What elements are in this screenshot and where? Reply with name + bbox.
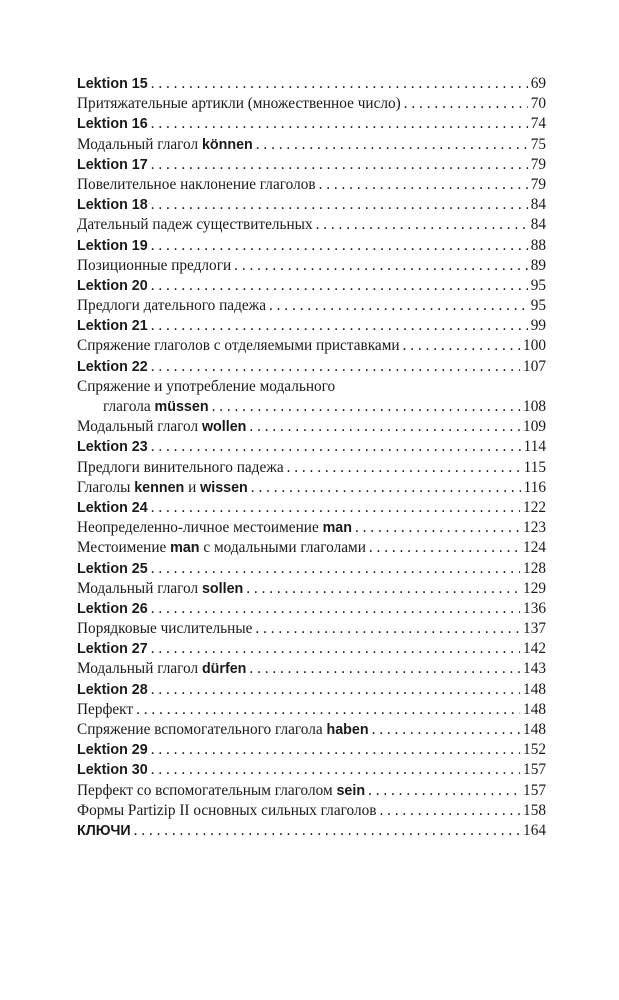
toc-entry-keyword: können	[201, 136, 253, 153]
dot-leader	[151, 316, 528, 336]
toc-entry-title	[77, 599, 148, 619]
toc-entry-text: Спряжение вспомогательного глагола	[77, 721, 327, 738]
toc-topic-entry[interactable]	[77, 458, 546, 478]
toc-entry-keyword: Lektion 20	[77, 277, 148, 294]
toc-page-number: 95	[530, 276, 546, 294]
toc-lesson-entry[interactable]	[77, 316, 546, 336]
toc-page-number: 128	[523, 559, 546, 577]
toc-entry-title	[77, 559, 148, 579]
toc-page-number: 157	[523, 761, 546, 779]
toc-page-number: 136	[523, 599, 546, 617]
toc-page-number: 122	[523, 498, 546, 516]
toc-entry-text: Модальный глагол	[77, 418, 202, 436]
dot-leader	[151, 195, 528, 215]
toc-entry-text: Притяжательные артикли (множественное число)	[77, 95, 401, 113]
toc-entry-text: Модальный глагол	[77, 660, 202, 678]
toc-lesson-entry[interactable]	[77, 740, 546, 760]
toc-page-number: 108	[523, 398, 546, 415]
toc-entry-title	[77, 579, 243, 599]
toc-page-number: 157	[523, 781, 546, 799]
toc-entry-text: Местоимение	[77, 539, 171, 557]
toc-lesson-entry[interactable]	[77, 498, 546, 518]
toc-page-number: 88	[530, 236, 546, 254]
toc-entry-text: Глаголы	[77, 478, 135, 496]
dot-leader	[316, 215, 528, 235]
toc-entry-text: Формы Partizip II основных сильных глаголов	[77, 801, 377, 819]
toc-entry-keyword: Lektion 17	[77, 156, 148, 173]
dot-leader	[404, 94, 528, 114]
dot-leader	[151, 760, 520, 780]
dot-leader	[372, 720, 520, 740]
toc-entry-keyword: Lektion 24	[77, 499, 148, 516]
toc-topic-entry[interactable]	[77, 94, 546, 114]
dot-leader	[136, 700, 520, 720]
toc-entry-keyword: wollen	[201, 419, 247, 436]
dot-leader	[255, 619, 520, 639]
toc-page-number: 74	[530, 115, 546, 133]
toc-page-number: 79	[530, 155, 546, 173]
toc-page-number: 109	[523, 418, 546, 436]
toc-lesson-entry[interactable]	[77, 437, 546, 457]
toc-entry-text: Перфект со вспомогательным глаголом	[77, 781, 337, 799]
toc-page-number: 137	[523, 620, 546, 638]
toc-entry-title	[77, 639, 148, 659]
toc-topic-entry[interactable]	[77, 417, 546, 437]
toc-page-number: 152	[523, 741, 546, 759]
toc-page-number: 84	[530, 196, 546, 214]
toc-page-number: 143	[523, 660, 546, 678]
toc-lesson-entry[interactable]	[77, 195, 546, 215]
toc-entry-keyword: Lektion 23	[77, 439, 148, 456]
toc-entry-title	[77, 659, 246, 679]
toc-topic-entry[interactable]	[77, 538, 546, 558]
dot-leader	[251, 478, 521, 498]
dot-leader	[249, 417, 520, 437]
dot-leader	[212, 397, 520, 417]
toc-entry-text: Модальный глагол	[77, 135, 202, 153]
toc-entry-keyword: Lektion 29	[77, 742, 148, 759]
toc-page-number: 69	[530, 75, 546, 92]
toc-topic-entry[interactable]	[77, 175, 546, 195]
dot-leader	[403, 336, 520, 356]
toc-entry-title	[77, 801, 376, 821]
toc-entry-text: Модальный глагол	[77, 579, 202, 597]
toc-page-number: 164	[523, 821, 546, 839]
dot-leader	[151, 437, 521, 457]
toc-page-number: 95	[530, 297, 546, 315]
toc-entry-title	[77, 760, 148, 780]
toc-topic-entry[interactable]	[77, 256, 546, 276]
toc-topic-entry[interactable]	[77, 518, 546, 538]
toc-entry-keyword: Lektion 16	[77, 116, 148, 133]
toc-page-number: 116	[523, 478, 546, 496]
toc-topic-entry[interactable]	[77, 700, 546, 720]
toc-entry-text: Предлоги винительного падежа	[77, 458, 284, 476]
toc-page-number: 142	[523, 640, 546, 658]
toc-entry-text: Порядковые числительные	[77, 620, 253, 638]
toc-entry-text: Повелительное наклонение глаголов	[77, 175, 316, 193]
toc-entry-text: Позиционные предлоги	[77, 256, 232, 274]
dot-leader	[151, 155, 528, 175]
toc-lesson-entry[interactable]	[77, 599, 546, 619]
toc-topic-entry[interactable]	[77, 579, 546, 599]
toc-entry-keyword: Lektion 27	[77, 641, 148, 658]
toc-entry-title	[77, 195, 148, 215]
dot-leader	[151, 559, 520, 579]
toc-entry-title	[77, 518, 352, 538]
toc-topic-entry[interactable]	[77, 619, 546, 639]
toc-entry-title	[77, 458, 284, 478]
toc-entry-keyword: Lektion 22	[77, 358, 148, 375]
toc-lesson-entry[interactable]	[77, 821, 546, 841]
toc-entry-title	[77, 256, 231, 276]
toc-entry-title	[77, 821, 131, 841]
toc-entry-keyword: Lektion 19	[77, 237, 148, 254]
toc-entry-title	[77, 740, 148, 760]
toc-entry-text: с модальными глаголами	[199, 539, 366, 557]
toc-page-number: 123	[523, 519, 546, 537]
toc-entry-keyword: КЛЮЧИ	[77, 822, 131, 839]
toc-lesson-entry[interactable]	[77, 357, 546, 377]
toc-topic-entry[interactable]	[77, 659, 546, 679]
toc-lesson-entry[interactable]	[77, 760, 546, 780]
toc-lesson-entry[interactable]	[77, 155, 546, 175]
toc-lesson-entry[interactable]	[77, 276, 546, 296]
toc-entry-title	[77, 236, 148, 256]
toc-topic-entry[interactable]	[77, 397, 546, 417]
dot-leader	[134, 821, 520, 841]
dot-leader	[269, 296, 528, 316]
dot-leader	[151, 680, 520, 700]
toc-topic-entry[interactable]	[77, 720, 546, 740]
toc-entry-title	[77, 357, 148, 377]
toc-page-number: 89	[530, 256, 546, 274]
dot-leader	[256, 135, 528, 155]
toc-topic-entry[interactable]	[77, 215, 546, 235]
toc-entry-keyword: Lektion 26	[77, 600, 148, 617]
dot-leader	[379, 801, 520, 821]
dot-leader	[287, 458, 521, 478]
toc-topic-entry[interactable]	[77, 135, 546, 155]
toc-page-number: 129	[523, 579, 546, 597]
toc-entry-keyword: haben	[326, 722, 369, 738]
toc-entry-keyword: man	[170, 540, 200, 557]
toc-entry-title	[77, 700, 133, 720]
toc-topic-entry[interactable]	[77, 801, 546, 821]
toc-entry-title	[77, 417, 246, 437]
toc-entry-first-line: Спряжение и употребление модального	[77, 377, 336, 395]
toc-entry-title	[77, 619, 252, 639]
toc-page-number: 148	[523, 721, 546, 738]
toc-lesson-entry[interactable]	[77, 559, 546, 579]
toc-lesson-entry[interactable]	[77, 114, 546, 134]
toc-page-number: 158	[523, 801, 546, 819]
toc-entry-title	[77, 720, 369, 740]
dot-leader	[355, 518, 520, 538]
toc-entry-keyword: dürfen	[201, 661, 247, 678]
dot-leader	[151, 114, 528, 134]
toc-entry-title	[77, 114, 148, 134]
toc-topic-entry[interactable]	[77, 296, 546, 316]
toc-entry-title	[77, 296, 266, 316]
toc-topic-entry[interactable]	[77, 336, 546, 356]
toc-entry-title	[77, 498, 148, 518]
toc-entry-text: Неопределенно-личное местоимение	[77, 519, 323, 537]
toc-entry-keyword: man	[322, 520, 352, 537]
dot-leader	[246, 579, 520, 599]
toc-lesson-entry[interactable]	[77, 236, 546, 256]
toc-entry-keyword: Lektion 28	[77, 681, 148, 698]
toc-page-number: 115	[523, 458, 546, 476]
toc-topic-entry[interactable]	[77, 781, 546, 801]
toc-entry-title	[77, 316, 148, 336]
dot-leader	[151, 74, 528, 94]
toc-entry-text: Спряжение глаголов с отделяемыми приставками	[77, 337, 400, 355]
toc-lesson-entry[interactable]	[77, 680, 546, 700]
toc-entry-title	[77, 94, 401, 114]
toc-entry-title	[77, 336, 400, 356]
toc-page-number: 100	[523, 337, 546, 355]
toc-entry-keyword: müssen	[154, 399, 209, 415]
dot-leader	[151, 599, 520, 619]
toc-entry-title	[77, 276, 148, 296]
toc-page-number: 114	[523, 438, 546, 456]
toc-entry-title	[77, 680, 148, 700]
toc-entry-keyword: sollen	[201, 580, 244, 597]
toc-entry-title	[77, 175, 316, 195]
dot-leader	[151, 357, 520, 377]
toc-entry-keyword: Lektion 21	[77, 318, 148, 335]
toc-entry-keyword: wissen	[200, 479, 248, 496]
toc-page-number: 75	[530, 135, 546, 153]
toc-entry-keyword: Lektion 30	[77, 762, 148, 779]
dot-leader	[151, 236, 528, 256]
table-of-contents	[77, 74, 546, 841]
dot-leader	[151, 498, 520, 518]
toc-page-number: 148	[523, 700, 546, 718]
dot-leader	[319, 175, 528, 195]
dot-leader	[369, 538, 520, 558]
toc-entry-title	[77, 155, 148, 175]
toc-entry-title	[77, 397, 209, 417]
toc-entry-text: глагола	[103, 398, 155, 415]
toc-entry-title	[77, 135, 253, 155]
toc-entry-keyword: Lektion 15	[77, 76, 148, 92]
toc-topic-entry[interactable]	[77, 478, 546, 498]
toc-page-number: 124	[523, 539, 546, 557]
toc-entry-text: и	[184, 478, 201, 496]
dot-leader	[368, 781, 520, 801]
toc-entry-title	[77, 437, 148, 457]
dot-leader	[151, 740, 520, 760]
dot-leader	[151, 639, 520, 659]
dot-leader	[234, 256, 528, 276]
toc-entry-title	[77, 215, 313, 235]
toc-entry-keyword: sein	[336, 782, 366, 799]
toc-entry-title	[77, 781, 365, 801]
toc-page-number: 99	[530, 317, 546, 335]
dot-leader	[151, 276, 528, 296]
dot-leader	[249, 659, 520, 679]
toc-page-number: 70	[530, 95, 546, 113]
toc-entry-text: Перфект	[77, 700, 134, 718]
toc-entry-title	[77, 538, 366, 558]
toc-page-number: 84	[530, 216, 546, 234]
toc-page-number: 107	[523, 357, 546, 375]
toc-entry-text: Дательный падеж существительных	[77, 216, 313, 234]
toc-page-number: 148	[523, 680, 546, 698]
toc-entry-keyword: kennen	[134, 479, 185, 496]
toc-entry-keyword: Lektion 25	[77, 560, 148, 577]
toc-page-number: 79	[530, 175, 546, 193]
toc-entry-keyword: Lektion 18	[77, 197, 148, 214]
toc-lesson-entry[interactable]	[77, 74, 546, 94]
toc-entry-title	[77, 478, 248, 498]
toc-entry-title	[77, 74, 148, 94]
toc-lesson-entry[interactable]	[77, 639, 546, 659]
toc-entry-text: Предлоги дательного падежа	[77, 297, 266, 315]
